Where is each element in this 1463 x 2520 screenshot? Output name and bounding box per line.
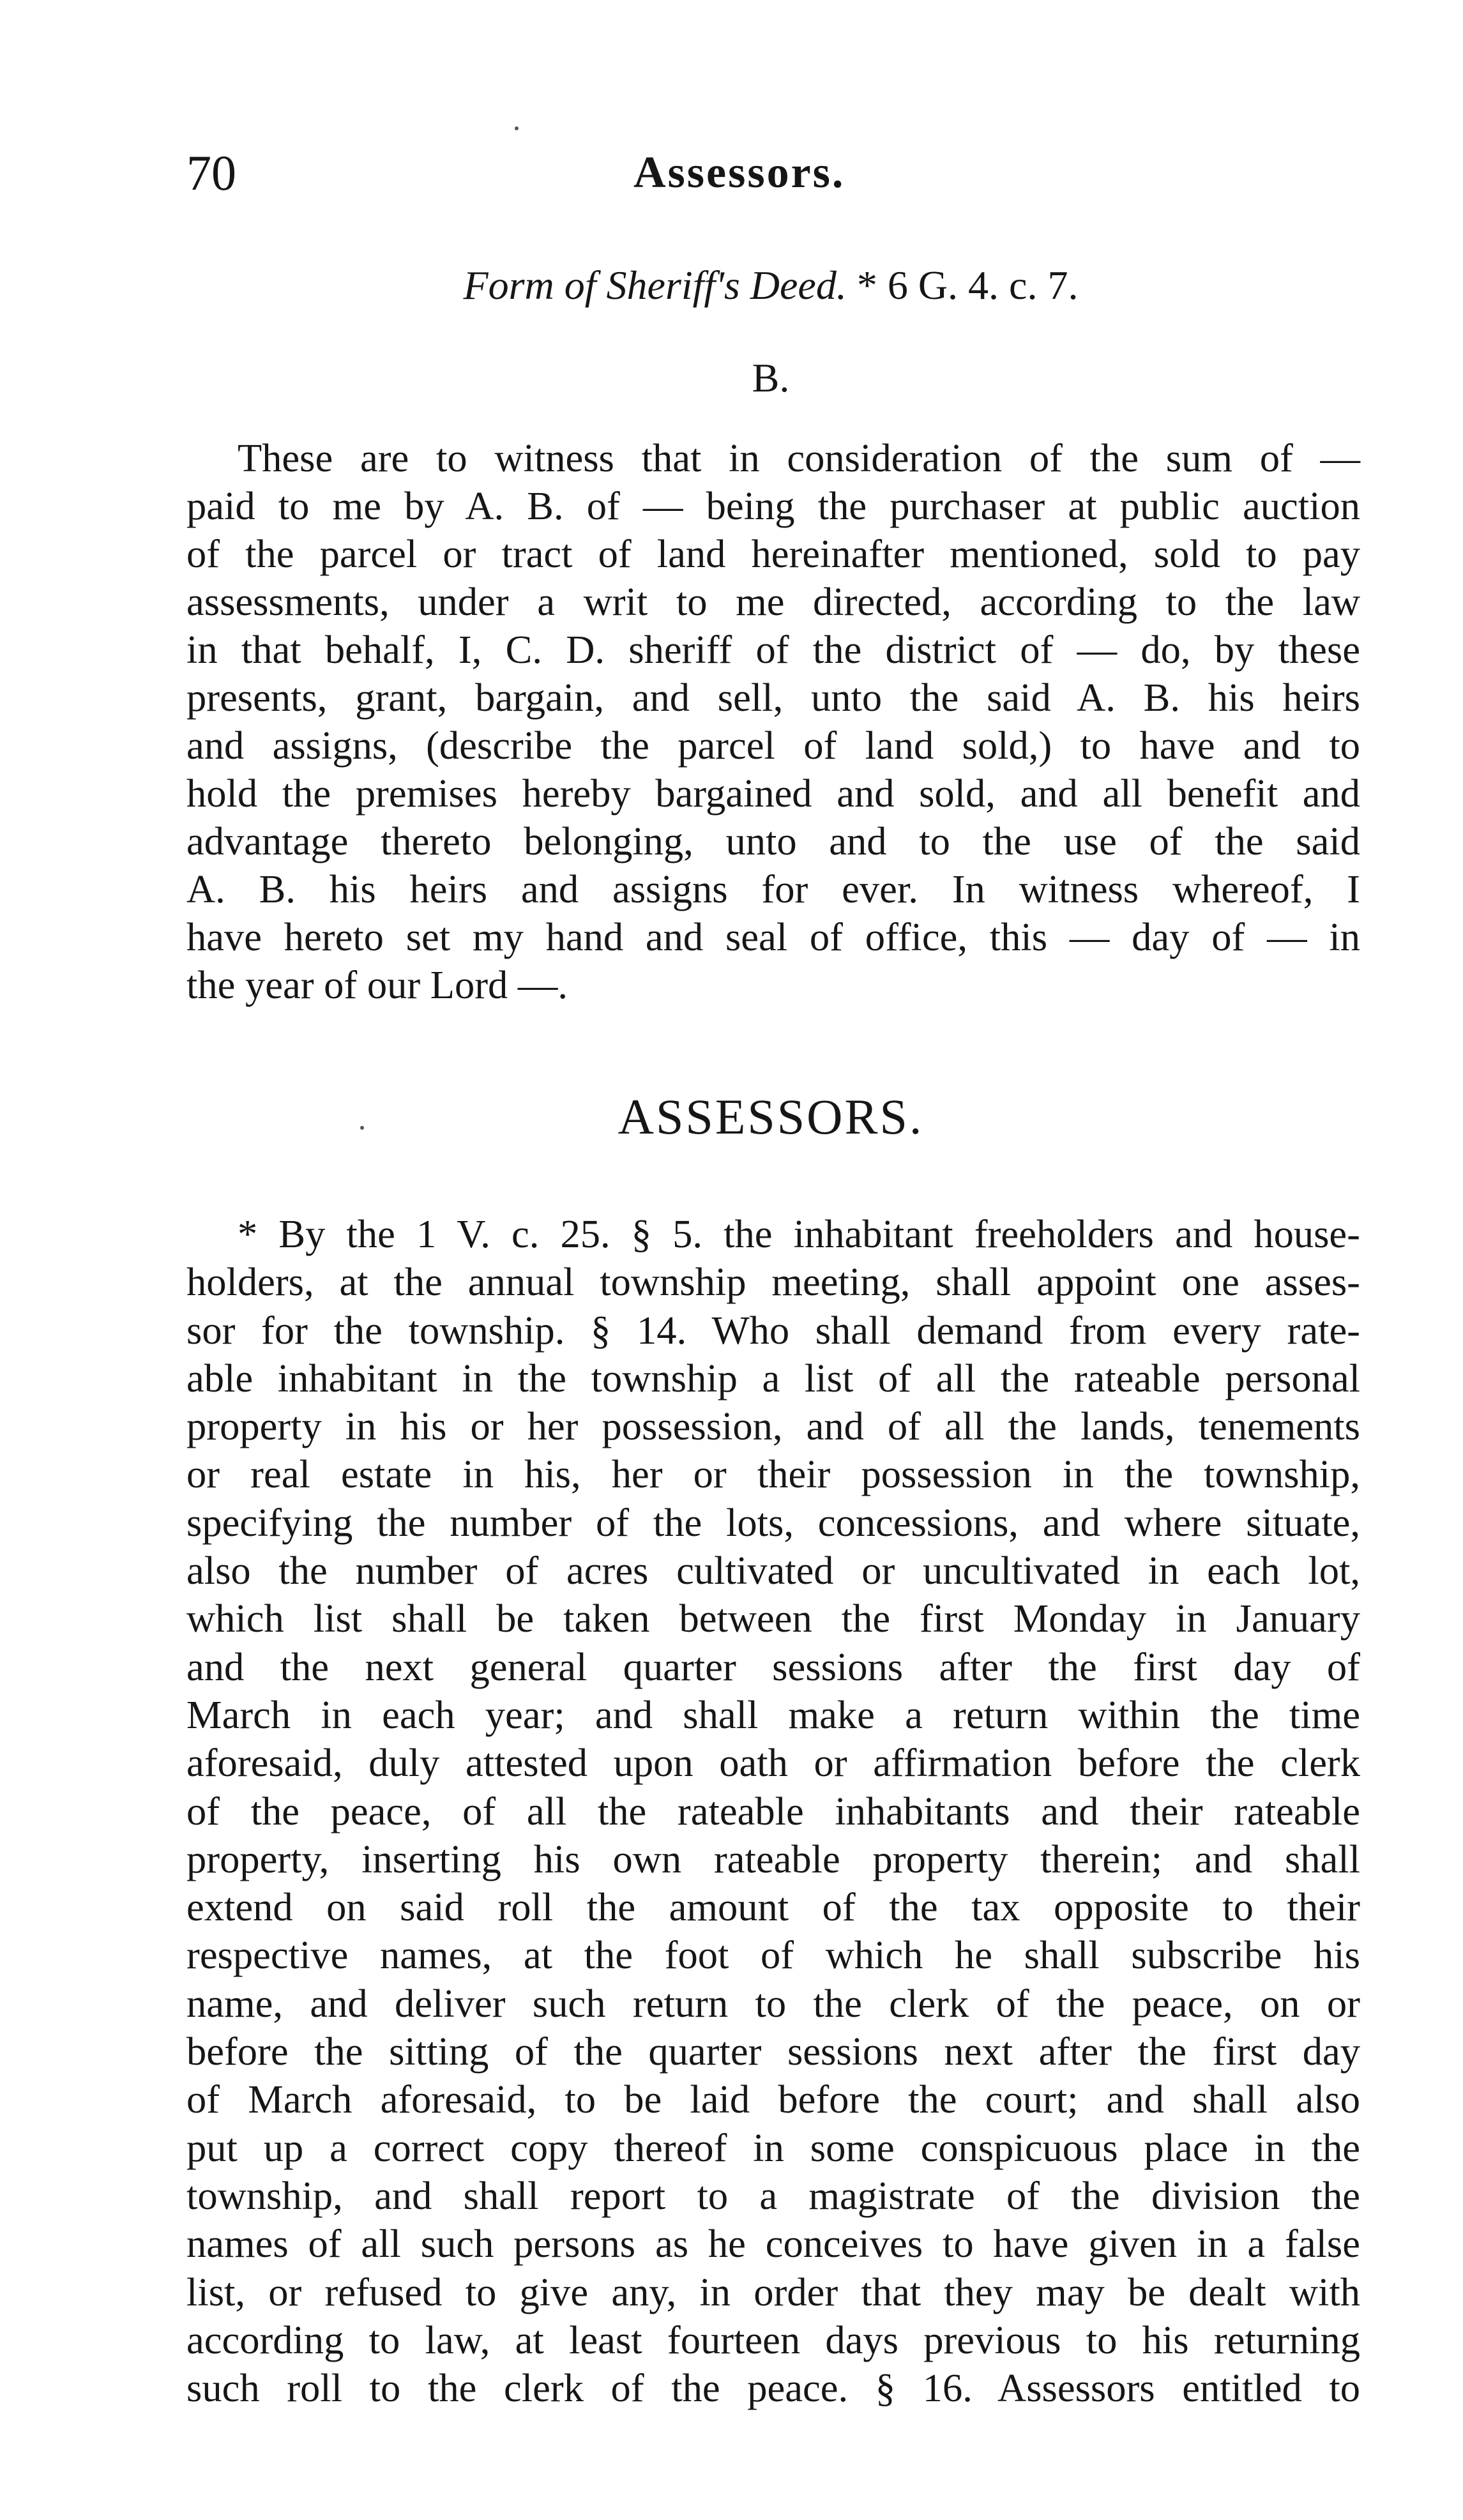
text-line: and the next general quarter sessions after the first day of <box>186 1644 1360 1689</box>
text-line: These are to witness that in consideration of the sum of — <box>238 436 1360 480</box>
text-line: before the sitting of the quarter sessions next after the first day <box>186 2029 1360 2074</box>
form-letter: B. <box>752 355 790 400</box>
form-title-text: Form of Sheriff's Deed. <box>463 262 847 308</box>
page-number: 70 <box>186 145 236 201</box>
text-line: such roll to the clerk of the peace. § 16. Assessors entitled to <box>186 2365 1360 2411</box>
deed-form-paragraph <box>186 434 1360 1009</box>
text-line: and assigns, (describe the parcel of land sold,) to have and to <box>186 723 1360 768</box>
text-line: of the parcel or tract of land hereinafter mentioned, sold to pay <box>186 531 1360 576</box>
page-header <box>186 145 1355 225</box>
form-title <box>186 262 1355 308</box>
print-speck <box>515 126 519 130</box>
assessors-paragraph <box>186 1210 1360 2412</box>
text-line: name, and deliver such return to the clerk of the peace, on or <box>186 1980 1360 2026</box>
text-line: holders, at the annual township meeting, shall appoint one asses- <box>186 1259 1360 1305</box>
text-line: property, inserting his own rateable property therein; and shall <box>186 1836 1360 1881</box>
text-line: assessments, under a writ to me directed, according to the law <box>186 579 1360 624</box>
text-line: able inhabitant in the township a list of all the rateable personal <box>186 1355 1360 1400</box>
text-line: township, and shall report to a magistrate of the division the <box>186 2173 1360 2218</box>
text-line: specifying the number of the lots, concessions, and where situate, <box>186 1499 1360 1545</box>
running-head: Assessors. <box>633 148 845 197</box>
text-line: names of all such persons as he conceives to have given in a false <box>186 2221 1360 2266</box>
form-title-reference: * 6 G. 4. c. 7. <box>856 262 1079 308</box>
text-line: property in his or her possession, and of all the lands, tenements <box>186 1404 1360 1449</box>
text-line: hold the premises hereby bargained and sold, and all benefit and <box>186 771 1360 816</box>
text-line: * By the 1 V. c. 25. § 5. the inhabitant freeholders and house- <box>238 1211 1360 1256</box>
text-line: the year of our Lord —. <box>186 962 568 1007</box>
text-line: advantage thereto belonging, unto and to the use of the said <box>186 819 1360 863</box>
text-line: sor for the township. § 14. Who shall demand from every rate- <box>186 1307 1360 1353</box>
text-line: of March aforesaid, to be laid before the court; and shall also <box>186 2077 1360 2122</box>
text-line: according to law, at least fourteen days previous to his returning <box>186 2317 1360 2362</box>
section-title: ASSESSORS. <box>618 1089 924 1144</box>
text-line: list, or refused to give any, in order that they may be dealt with <box>186 2269 1360 2314</box>
text-line: paid to me by A. B. of — being the purchaser at public auction <box>186 483 1360 528</box>
text-line: in that behalf, I, C. D. sheriff of the district of — do, by these <box>186 627 1360 672</box>
text-line: of the peace, of all the rateable inhabitants and their rateable <box>186 1788 1360 1833</box>
text-line: A. B. his heirs and assigns for ever. In witness whereof, I <box>186 867 1360 911</box>
text-line: March in each year; and shall make a return within the time <box>186 1692 1360 1737</box>
text-line: which list shall be taken between the first Monday in January <box>186 1596 1360 1641</box>
text-line: respective names, at the foot of which he shall subscribe his <box>186 1932 1360 1978</box>
text-line: extend on said roll the amount of the tax opposite to their <box>186 1885 1360 1930</box>
text-line: have hereto set my hand and seal of office, this — day of — in <box>186 915 1360 959</box>
text-line: or real estate in his, her or their possession in the township, <box>186 1452 1360 1497</box>
text-line: presents, grant, bargain, and sell, unto the said A. B. his heirs <box>186 675 1360 720</box>
text-line: also the number of acres cultivated or uncultivated in each lot, <box>186 1548 1360 1593</box>
text-line: aforesaid, duly attested upon oath or affirmation before the clerk <box>186 1740 1360 1786</box>
text-line: put up a correct copy thereof in some conspicuous place in the <box>186 2125 1360 2170</box>
